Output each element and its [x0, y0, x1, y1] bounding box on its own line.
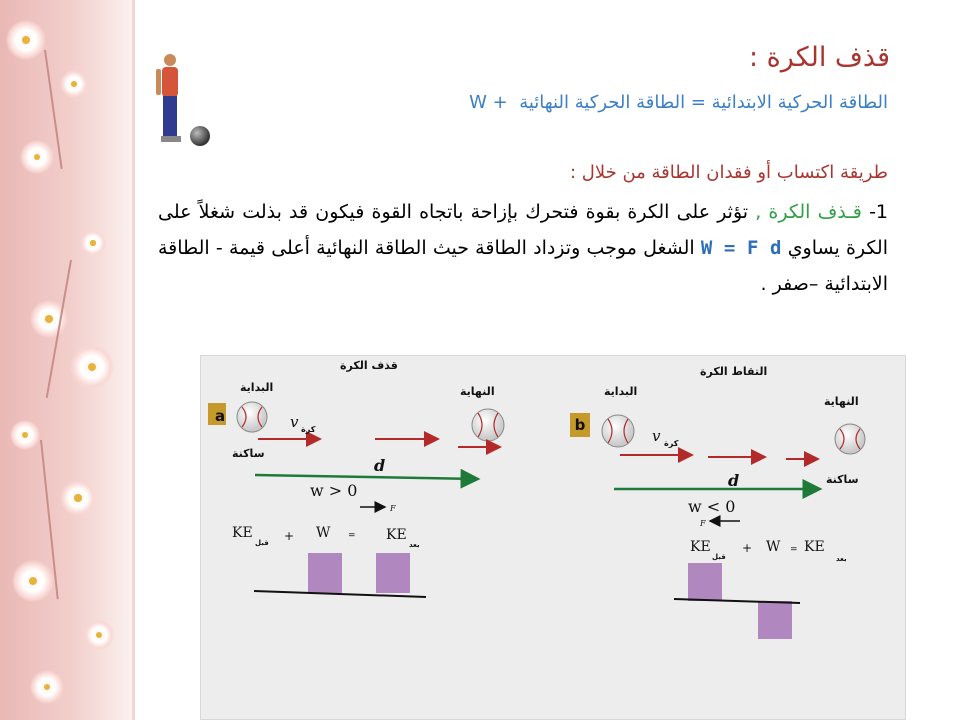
item-number: 1-: [869, 201, 889, 223]
panel-a-ke-after: KE: [386, 527, 407, 543]
flower-decoration: [70, 345, 114, 389]
panel-b-ke-before: KE: [690, 539, 711, 555]
equation-w-term: W +: [469, 92, 508, 113]
panel-a-ke-before-sub: قبل: [255, 539, 269, 547]
energy-equation: [128, 92, 888, 113]
panel-b-heading: التقاط الكرة: [700, 365, 768, 378]
flower-decoration: [10, 420, 40, 450]
panel-a-ke-before: KE: [232, 525, 253, 541]
displacement-arrow-a: [255, 475, 478, 479]
page-title: قذف الكرة :: [748, 42, 890, 73]
paragraph-text-1: تؤثر على الكرة بقوة فتحرك بإزاحة باتجاه القوة فيكون قد بذلت شغلاً على الكرة يساوي: [158, 201, 888, 259]
ke-before-bar-a: [308, 553, 342, 593]
panel-a-velocity: v: [290, 413, 299, 431]
panel-b-ke-after: KE: [804, 539, 825, 555]
panel-a-plus: +: [284, 529, 295, 543]
work-formula: W = F d: [700, 237, 782, 259]
highlight-term: قـذف الكرة ,: [755, 201, 862, 223]
panel-a-badge: a: [214, 407, 226, 425]
flower-decoration: [30, 670, 64, 704]
panel-b-plus: +: [742, 541, 753, 555]
panel-b-ke-before-sub: قبل: [712, 553, 726, 561]
panel-a-work-sign: w > 0: [310, 481, 358, 500]
panel-b-ke-after-sub: بعد: [836, 555, 847, 563]
panel-a-end-label: النهاية: [460, 385, 495, 398]
panel-b-displacement: d: [728, 471, 740, 490]
flower-decoration: [20, 140, 54, 174]
panel-b-end-label: النهاية: [824, 395, 859, 408]
panel-b: [570, 413, 865, 639]
panel-b-w: W: [766, 539, 781, 555]
baseball-start-b: [602, 415, 634, 447]
work-energy-diagram: [200, 355, 906, 720]
panel-b-work-sign: w < 0: [688, 497, 736, 516]
panel-a-heading: قذف الكرة: [340, 359, 398, 372]
panel-b-velocity: v: [652, 427, 661, 445]
flower-decoration: [60, 480, 96, 516]
panel-b-rest-label: ساكنة: [826, 473, 859, 486]
baseball-end-a: [472, 409, 504, 441]
flower-decoration: [12, 560, 54, 602]
ball-illustration: [190, 126, 210, 146]
flower-decoration: [6, 20, 46, 60]
method-heading: طريقة اكتساب أو فقدان الطاقة من خلال :: [570, 162, 888, 183]
baseball-start-a: [237, 402, 267, 432]
equation-text: الطاقة الحركية الابتدائية = الطاقة الحركية النهائية: [519, 92, 888, 113]
diagram-graphics: [200, 355, 906, 720]
panel-a-displacement: d: [374, 456, 386, 475]
ke-after-bar-a: [376, 553, 410, 593]
panel-a-force: F: [390, 504, 396, 513]
panel-a-start-label: البداية: [240, 381, 274, 394]
panel-b-force: F: [700, 519, 706, 528]
flower-decoration: [60, 70, 88, 98]
ke-before-bar-b: [688, 563, 722, 601]
work-negative-bar-b: [758, 601, 792, 639]
panel-b-velocity-sub: كرة: [664, 439, 679, 448]
panel-a-w: W: [316, 525, 331, 541]
panel-a-velocity-sub: كرة: [301, 425, 316, 434]
panel-b-badge: b: [574, 416, 586, 434]
flower-decoration: [84, 620, 114, 650]
panel-a-ke-after-sub: بعد: [409, 541, 420, 549]
paragraph-text-2: الشغل موجب وتزداد الطاقة حيث الطاقة النهائية أعلى قيمة - الطاقة الابتدائية –صفر .: [158, 237, 888, 295]
explanation-paragraph: [158, 194, 888, 302]
panel-b-equals: =: [790, 545, 798, 555]
panel-b-start-label: البداية: [604, 385, 638, 398]
decorative-border: [0, 0, 132, 720]
panel-a-rest-label: ساكنة: [232, 447, 265, 460]
flower-decoration: [80, 230, 106, 256]
baseball-end-b: [835, 424, 865, 454]
panel-a-equals: =: [348, 531, 356, 541]
